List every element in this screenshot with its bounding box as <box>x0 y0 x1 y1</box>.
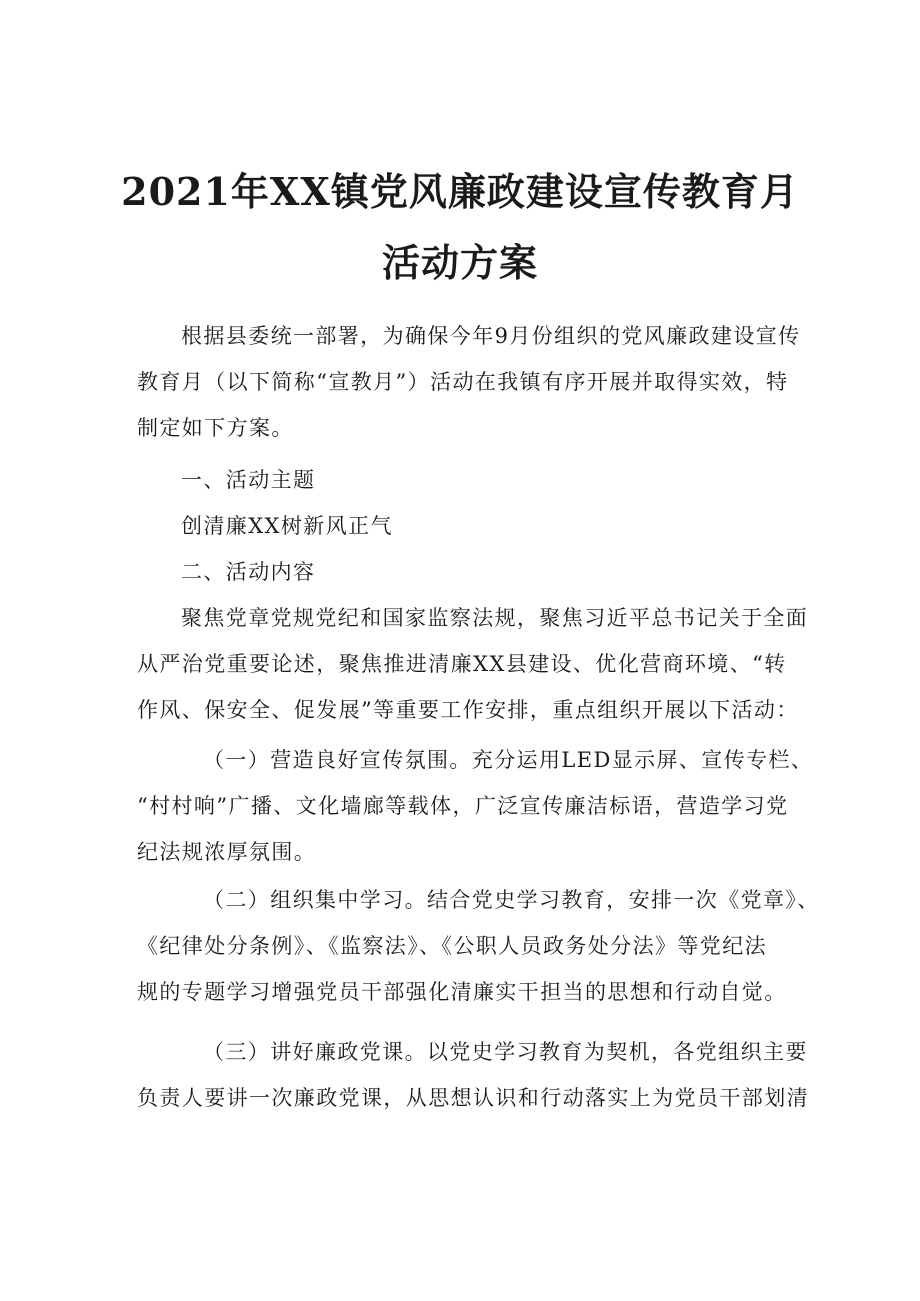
section-2-heading: 二、活动内容 <box>181 560 316 584</box>
section-2-line: 作风、保安全、促发展”等重要工作安排，重点组织开展以下活动： <box>137 698 799 722</box>
intro-paragraph <box>137 313 801 451</box>
section-2-line: 从严治党重要论述，聚焦推进清廉XX县建设、优化营商环境、“转 <box>137 652 787 676</box>
item-2-line: （二）组织集中学习。结合党史学习教育，安排一次《党章》、 <box>203 888 820 912</box>
document-title-line-1: 2021年XX镇党风廉政建设宣传教育月 <box>121 169 799 214</box>
section-1-heading-block <box>137 457 797 503</box>
intro-line: 根据县委统一部署，为确保今年9月份组织的党风廉政建设宣传 <box>181 324 801 348</box>
item-2-line: 《纪律处分条例》、《监察法》、《公职人员政务处分法》等党纪法 <box>137 934 767 958</box>
item-1-paragraph <box>137 737 814 875</box>
section-1-heading: 一、活动主题 <box>181 468 316 492</box>
section-2-heading-block <box>137 549 797 595</box>
section-1-body: 创清廉XX树新风正气 <box>181 514 393 538</box>
document-title-line-2: 活动方案 <box>381 240 538 285</box>
item-2-paragraph <box>137 877 820 1015</box>
intro-line: 教育月（以下简称“宣教月”）活动在我镇有序开展并取得实效，特 <box>137 370 789 394</box>
item-3-line: 负责人要讲一次廉政党课，从思想认识和行动落实上为党员干部划清 <box>137 1086 809 1110</box>
item-2-line: 规的专题学习增强党员干部强化清廉实干担当的思想和行动自觉。 <box>137 980 787 1004</box>
item-3-paragraph <box>137 1029 809 1121</box>
intro-line: 制定如下方案。 <box>137 416 294 440</box>
section-2-line: 聚焦党章党规党纪和国家监察法规，聚焦习近平总书记关于全面 <box>181 606 809 630</box>
item-3-line: （三）讲好廉政党课。以党史学习教育为契机，各党组织主要 <box>203 1040 808 1064</box>
section-2-paragraph <box>137 595 809 733</box>
item-1-line: 纪法规浓厚氛围。 <box>137 840 317 864</box>
section-1-body-block <box>137 503 797 549</box>
item-1-line: “村村响”广播、文化墙廊等载体，广泛宣传廉洁标语，营造学习党 <box>137 794 789 818</box>
item-1-line: （一）营造良好宣传氛围。充分运用LED显示屏、宣传专栏、 <box>203 748 814 772</box>
